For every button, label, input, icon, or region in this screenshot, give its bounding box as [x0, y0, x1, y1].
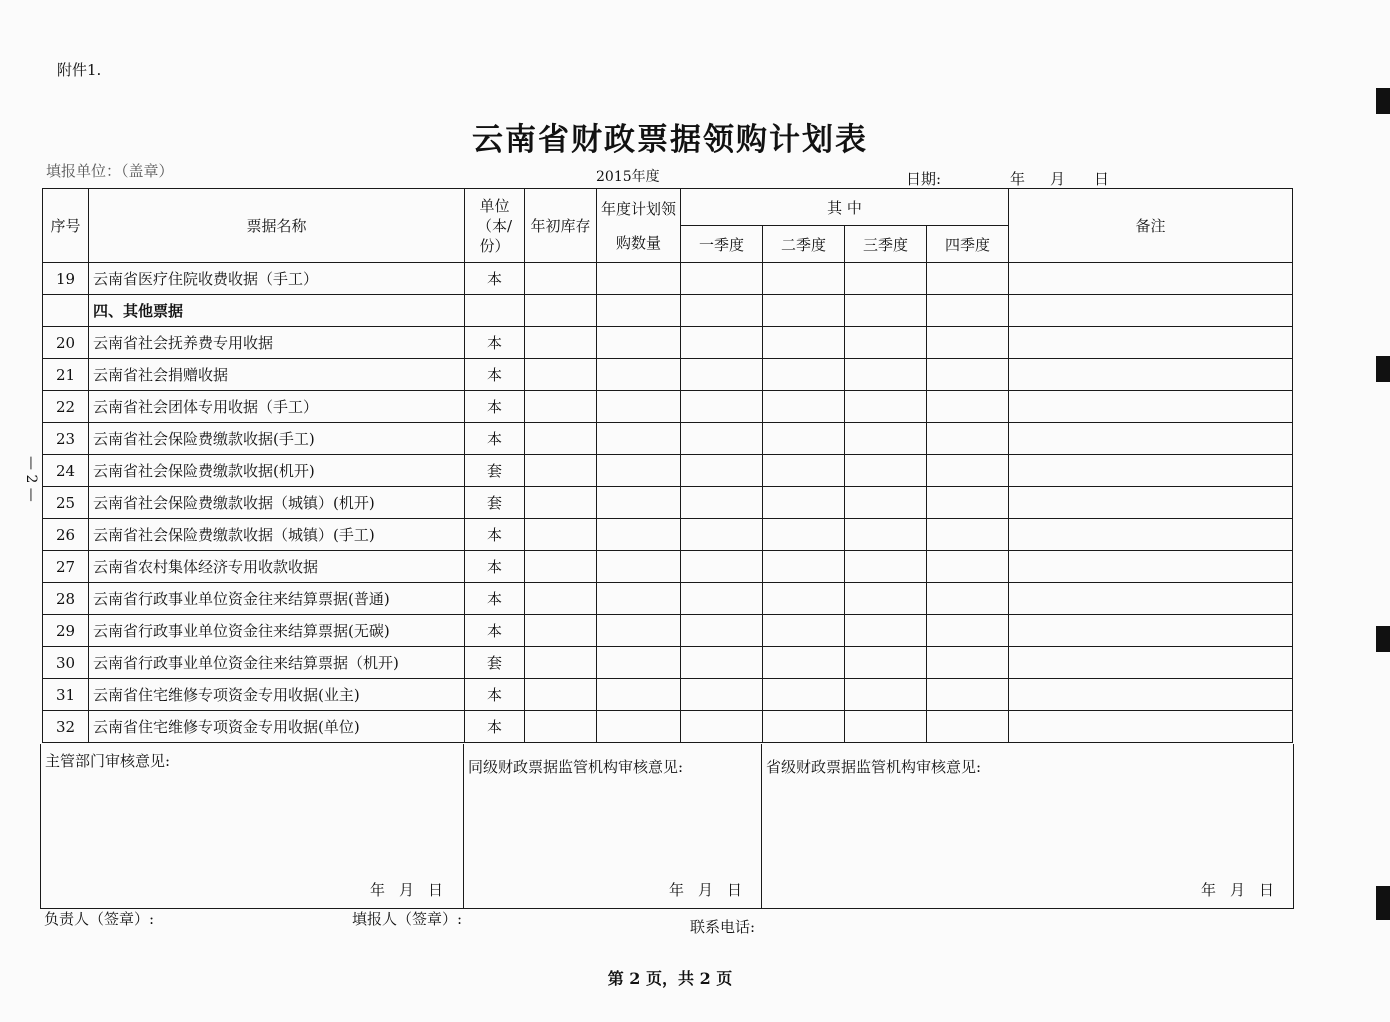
leader-signature-label: 负责人（签章）:: [44, 910, 155, 928]
row-blank-cell[interactable]: [763, 423, 845, 455]
row-blank-cell[interactable]: [597, 455, 681, 487]
table-row: [43, 487, 1293, 519]
province-review: [761, 744, 1294, 908]
row-blank-cell[interactable]: [597, 519, 681, 551]
row-seq: 25: [43, 487, 89, 519]
filler-signature-label: 填报人（签章）:: [352, 910, 463, 928]
row-ticket-name: 云南省社会团体专用收据（手工）: [89, 391, 465, 423]
row-blank-cell[interactable]: [1009, 295, 1293, 327]
same-level-review-label: 同级财政票据监管机构审核意见:: [468, 758, 684, 776]
row-seq: 21: [43, 359, 89, 391]
attachment-label: 附件1.: [57, 61, 102, 79]
row-ticket-name: 云南省社会抚养费专用收据: [89, 327, 465, 359]
row-blank-cell[interactable]: [525, 647, 597, 679]
row-seq: 28: [43, 583, 89, 615]
row-seq: 24: [43, 455, 89, 487]
row-blank-cell[interactable]: [1009, 263, 1293, 295]
side-page-number: — 2 —: [23, 456, 39, 502]
row-blank-cell[interactable]: [1009, 551, 1293, 583]
row-blank-cell[interactable]: [597, 679, 681, 711]
row-blank-cell[interactable]: [763, 391, 845, 423]
row-unit: 本: [465, 711, 525, 743]
row-blank-cell[interactable]: [927, 295, 1009, 327]
scan-edge-mark: [1376, 626, 1390, 652]
row-ticket-name: 云南省社会捐赠收据: [89, 359, 465, 391]
row-blank-cell[interactable]: [681, 359, 763, 391]
row-blank-cell[interactable]: [597, 487, 681, 519]
row-blank-cell[interactable]: [597, 711, 681, 743]
table-row: [43, 679, 1293, 711]
row-blank-cell[interactable]: [763, 359, 845, 391]
page-title: 云南省财政票据领购计划表: [472, 122, 868, 158]
reporting-unit-label: 填报单位：（盖章）: [46, 162, 174, 180]
row-blank-cell[interactable]: [525, 295, 597, 327]
row-blank-cell[interactable]: [597, 263, 681, 295]
dept-review-label: 主管部门审核意见:: [45, 752, 171, 770]
row-ticket-name: 云南省医疗住院收费收据（手工）: [89, 263, 465, 295]
row-seq: 22: [43, 391, 89, 423]
header-q2: 二季度: [763, 226, 845, 263]
table-row: [43, 359, 1293, 391]
row-unit: 本: [465, 391, 525, 423]
scan-edge-mark: [1376, 356, 1390, 382]
row-blank-cell[interactable]: [681, 263, 763, 295]
row-blank-cell[interactable]: [525, 519, 597, 551]
row-seq: 31: [43, 679, 89, 711]
row-blank-cell[interactable]: [763, 583, 845, 615]
row-blank-cell[interactable]: [681, 551, 763, 583]
row-blank-cell[interactable]: [681, 487, 763, 519]
header-annual: 年度计划领购数量: [597, 189, 681, 263]
row-blank-cell[interactable]: [681, 679, 763, 711]
table-row: [43, 295, 1293, 327]
row-blank-cell[interactable]: [525, 583, 597, 615]
row-blank-cell[interactable]: [763, 711, 845, 743]
row-blank-cell[interactable]: [845, 679, 927, 711]
header-stock: 年初库存: [525, 189, 597, 263]
row-blank-cell[interactable]: [845, 519, 927, 551]
row-blank-cell[interactable]: [681, 295, 763, 327]
page-counter: 第 2 页，共 2 页: [607, 969, 733, 988]
row-seq: 19: [43, 263, 89, 295]
row-blank-cell[interactable]: [763, 647, 845, 679]
row-blank-cell[interactable]: [681, 327, 763, 359]
row-blank-cell[interactable]: [525, 487, 597, 519]
row-blank-cell[interactable]: [681, 615, 763, 647]
row-unit: 套: [465, 455, 525, 487]
row-unit: 本: [465, 615, 525, 647]
row-blank-cell[interactable]: [525, 423, 597, 455]
row-blank-cell[interactable]: [597, 583, 681, 615]
fiscal-year: 2015年度: [596, 169, 660, 185]
row-blank-cell[interactable]: [597, 551, 681, 583]
row-unit: 本: [465, 263, 525, 295]
row-blank-cell[interactable]: [597, 327, 681, 359]
header-q3: 三季度: [845, 226, 927, 263]
row-blank-cell[interactable]: [845, 487, 927, 519]
row-blank-cell[interactable]: [525, 359, 597, 391]
row-blank-cell[interactable]: [525, 679, 597, 711]
row-blank-cell[interactable]: [1009, 359, 1293, 391]
table-row: [43, 327, 1293, 359]
row-blank-cell[interactable]: [763, 551, 845, 583]
row-blank-cell[interactable]: [845, 423, 927, 455]
row-unit: [465, 295, 525, 327]
row-blank-cell[interactable]: [845, 583, 927, 615]
row-blank-cell[interactable]: [763, 327, 845, 359]
header-remark: 备注: [1009, 189, 1293, 263]
row-blank-cell[interactable]: [927, 679, 1009, 711]
row-blank-cell[interactable]: [845, 391, 927, 423]
scan-edge-mark: [1376, 88, 1390, 114]
row-blank-cell[interactable]: [525, 455, 597, 487]
same-level-review-date: 年月日: [668, 881, 756, 899]
row-blank-cell[interactable]: [597, 295, 681, 327]
row-blank-cell[interactable]: [597, 391, 681, 423]
date-label: 日期:: [906, 170, 942, 188]
table-row: [43, 455, 1293, 487]
table-row: [43, 615, 1293, 647]
row-blank-cell[interactable]: [763, 679, 845, 711]
province-review-date: 年月日: [1200, 881, 1288, 899]
table-row: [43, 263, 1293, 295]
row-blank-cell[interactable]: [1009, 647, 1293, 679]
phone-label: 联系电话:: [690, 918, 756, 936]
same-level-review: [463, 744, 762, 908]
row-blank-cell[interactable]: [763, 615, 845, 647]
row-blank-cell[interactable]: [763, 487, 845, 519]
date-month: 月: [1050, 170, 1066, 188]
row-blank-cell[interactable]: [927, 583, 1009, 615]
row-unit: 本: [465, 359, 525, 391]
header-seq: 序号: [43, 189, 89, 263]
table-row: [43, 583, 1293, 615]
row-blank-cell[interactable]: [763, 263, 845, 295]
table-row: [43, 647, 1293, 679]
ticket-plan-table: [42, 188, 1293, 743]
row-seq: 20: [43, 327, 89, 359]
row-unit: 本: [465, 327, 525, 359]
row-unit: 本: [465, 423, 525, 455]
row-ticket-name: 云南省行政事业单位资金往来结算票据（机开): [89, 647, 465, 679]
row-blank-cell[interactable]: [927, 647, 1009, 679]
dept-review-date: 年月日: [369, 881, 457, 899]
row-blank-cell[interactable]: [597, 423, 681, 455]
header-unit: 单位（本/份）: [465, 189, 525, 263]
date-day: 日: [1094, 170, 1110, 188]
scan-edge-mark: [1376, 886, 1390, 920]
row-blank-cell[interactable]: [525, 551, 597, 583]
table-row: [43, 423, 1293, 455]
row-blank-cell[interactable]: [1009, 391, 1293, 423]
row-blank-cell[interactable]: [927, 327, 1009, 359]
row-seq: 26: [43, 519, 89, 551]
row-blank-cell[interactable]: [525, 711, 597, 743]
header-name: 票据名称: [89, 189, 465, 263]
row-ticket-name: 云南省社会保险费缴款收据(机开): [89, 455, 465, 487]
header-q4: 四季度: [927, 226, 1009, 263]
row-seq: 32: [43, 711, 89, 743]
table-row: [43, 519, 1293, 551]
row-blank-cell[interactable]: [1009, 519, 1293, 551]
review-opinions: [40, 744, 1294, 909]
dept-review: [41, 744, 463, 908]
row-ticket-name: 四、其他票据: [89, 295, 465, 327]
header-q1: 一季度: [681, 226, 763, 263]
row-ticket-name: 云南省行政事业单位资金往来结算票据(无碳): [89, 615, 465, 647]
row-blank-cell[interactable]: [681, 583, 763, 615]
row-blank-cell[interactable]: [525, 263, 597, 295]
row-seq: 29: [43, 615, 89, 647]
table-row: [43, 551, 1293, 583]
row-blank-cell[interactable]: [927, 423, 1009, 455]
row-blank-cell[interactable]: [1009, 455, 1293, 487]
row-blank-cell[interactable]: [845, 647, 927, 679]
row-blank-cell[interactable]: [845, 615, 927, 647]
row-blank-cell[interactable]: [927, 487, 1009, 519]
row-ticket-name: 云南省社会保险费缴款收据（城镇）(机开): [89, 487, 465, 519]
row-blank-cell[interactable]: [1009, 423, 1293, 455]
row-blank-cell[interactable]: [845, 295, 927, 327]
row-blank-cell[interactable]: [927, 359, 1009, 391]
header-among: 其 中: [681, 189, 1009, 226]
date-year: 年: [1010, 170, 1026, 188]
row-blank-cell[interactable]: [1009, 615, 1293, 647]
row-blank-cell[interactable]: [845, 263, 927, 295]
province-review-label: 省级财政票据监管机构审核意见:: [766, 758, 982, 776]
row-blank-cell[interactable]: [681, 423, 763, 455]
table-row: [43, 391, 1293, 423]
row-blank-cell[interactable]: [1009, 487, 1293, 519]
row-blank-cell[interactable]: [845, 359, 927, 391]
row-blank-cell[interactable]: [763, 455, 845, 487]
row-ticket-name: 云南省社会保险费缴款收据(手工): [89, 423, 465, 455]
row-seq: 27: [43, 551, 89, 583]
row-blank-cell[interactable]: [525, 615, 597, 647]
row-blank-cell[interactable]: [597, 359, 681, 391]
row-blank-cell[interactable]: [597, 647, 681, 679]
row-blank-cell[interactable]: [1009, 583, 1293, 615]
row-seq: 30: [43, 647, 89, 679]
row-blank-cell[interactable]: [927, 551, 1009, 583]
row-blank-cell[interactable]: [525, 327, 597, 359]
row-blank-cell[interactable]: [927, 615, 1009, 647]
row-blank-cell[interactable]: [681, 391, 763, 423]
row-blank-cell[interactable]: [763, 295, 845, 327]
row-blank-cell[interactable]: [681, 711, 763, 743]
row-unit: 本: [465, 551, 525, 583]
row-unit: 本: [465, 679, 525, 711]
row-blank-cell[interactable]: [681, 455, 763, 487]
row-seq: [43, 295, 89, 327]
row-blank-cell[interactable]: [927, 263, 1009, 295]
row-ticket-name: 云南省住宅维修专项资金专用收据(单位): [89, 711, 465, 743]
row-seq: 23: [43, 423, 89, 455]
row-blank-cell[interactable]: [1009, 711, 1293, 743]
row-blank-cell[interactable]: [845, 711, 927, 743]
row-unit: 本: [465, 583, 525, 615]
row-blank-cell[interactable]: [681, 647, 763, 679]
row-blank-cell[interactable]: [1009, 327, 1293, 359]
row-ticket-name: 云南省行政事业单位资金往来结算票据(普通): [89, 583, 465, 615]
row-blank-cell[interactable]: [597, 615, 681, 647]
row-blank-cell[interactable]: [927, 519, 1009, 551]
row-ticket-name: 云南省农村集体经济专用收款收据: [89, 551, 465, 583]
row-blank-cell[interactable]: [525, 391, 597, 423]
row-blank-cell[interactable]: [681, 519, 763, 551]
row-blank-cell[interactable]: [927, 711, 1009, 743]
row-ticket-name: 云南省住宅维修专项资金专用收据(业主): [89, 679, 465, 711]
row-blank-cell[interactable]: [1009, 679, 1293, 711]
row-blank-cell[interactable]: [845, 455, 927, 487]
row-blank-cell[interactable]: [845, 327, 927, 359]
row-ticket-name: 云南省社会保险费缴款收据（城镇）(手工): [89, 519, 465, 551]
row-unit: 套: [465, 487, 525, 519]
row-blank-cell[interactable]: [927, 455, 1009, 487]
table-row: [43, 711, 1293, 743]
row-blank-cell[interactable]: [845, 551, 927, 583]
row-blank-cell[interactable]: [763, 519, 845, 551]
row-unit: 套: [465, 647, 525, 679]
row-unit: 本: [465, 519, 525, 551]
row-blank-cell[interactable]: [927, 391, 1009, 423]
